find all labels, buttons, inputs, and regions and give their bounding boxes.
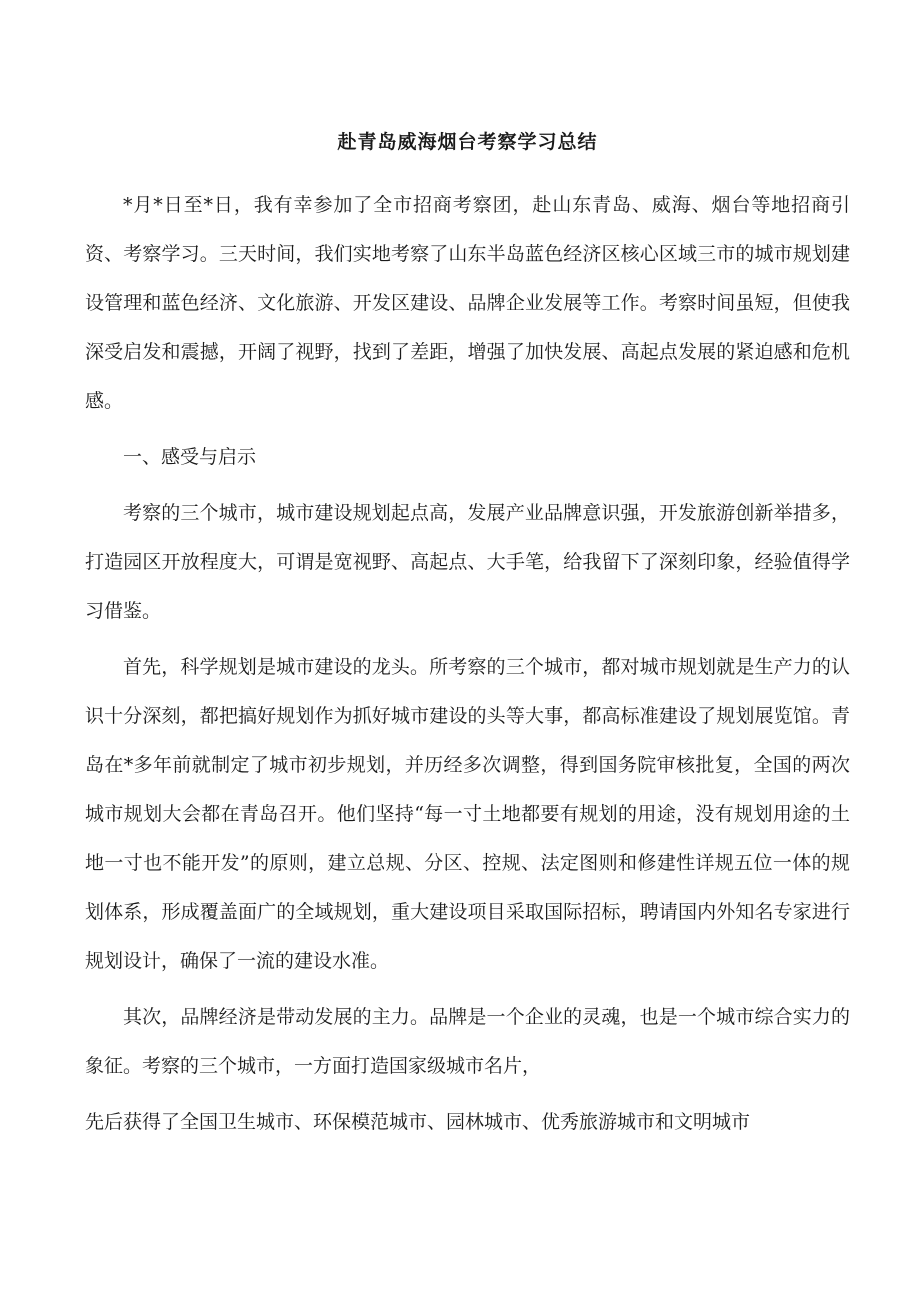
- paragraph-brand: 其次，品牌经济是带动发展的主力。品牌是一个企业的灵魂，也是一个城市综合实力的象征。考察的三个城市，一方面打造国家级城市名片，: [85, 1006, 850, 1077]
- section-heading: 一、感受与启示: [123, 446, 257, 468]
- paragraph-intro: *月*日至*日，我有幸参加了全市招商考察团，赴山东青岛、威海、烟台等地招商引资、考察学习。三天时间，我们实地考察了山东半岛蓝色经济区核心区域三市的城市规划建设管理和蓝色经济、文化旅游、开发区建设、品牌企业发展等工作。考察时间虽短，但使我深受启发和震撼，开阔了视野，找到了差距，增强了加快发展、高起点发展的紧迫感和危机感。: [85, 194, 850, 412]
- document-title: 赴青岛威海烟台考察学习总结: [337, 131, 598, 153]
- paragraph-continuation: 先后获得了全国卫生城市、环保模范城市、园林城市、优秀旅游城市和文明城市: [85, 1111, 751, 1133]
- paragraph-planning: 首先，科学规划是城市建设的龙头。所考察的三个城市，都对城市规划就是生产力的认识十分深刻，都把搞好规划作为抓好城市建设的头等大事，都高标准建设了规划展览馆。青岛在*多年前就制定了城市初步规划，并历经多次调整，得到国务院审核批复，全国的两次城市规划大会都在青岛召开。他们坚持“每一寸土地都要有规划的用途，没有规划用途的土地一寸也不能开发”的原则，建立总规、分区、控规、法定图则和修建性详规五位一体的规划体系，形成覆盖面广的全域规划，重大建设项目采取国际招标，聘请国内外知名专家进行规划设计，确保了一流的建设水准。: [85, 656, 850, 972]
- paragraph-summary: 考察的三个城市，城市建设规划起点高，发展产业品牌意识强，开发旅游创新举措多，打造园区开放程度大，可谓是宽视野、高起点、大手笔，给我留下了深刻印象，经验值得学习借鉴。: [85, 502, 850, 622]
